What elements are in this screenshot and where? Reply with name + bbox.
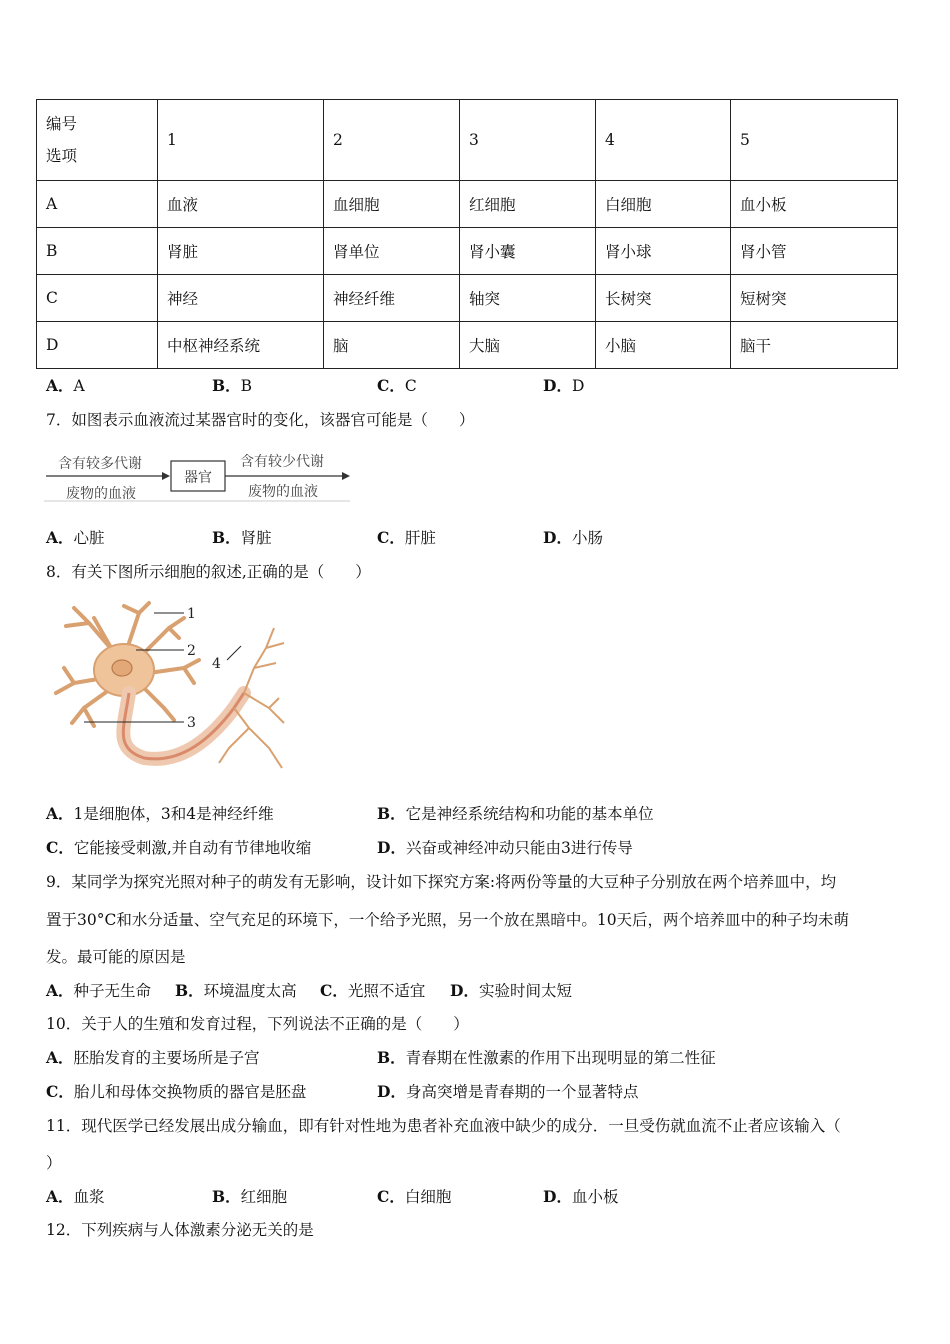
q10-option-a[interactable]: A．胚胎发育的主要场所是子宫 — [46, 1048, 260, 1067]
table-cell: 中枢神经系统 — [158, 322, 324, 369]
row-label: D — [37, 322, 158, 369]
q11-line-1: 11．现代医学已经发展出成分输血，即有针对性地为患者补充血液中缺少的成分．一旦受伤就血流不止者应该输入（ — [46, 1117, 841, 1135]
header-label-bottom: 选项 — [46, 147, 78, 165]
q6-option-a[interactable]: A．A — [46, 376, 85, 395]
arrow-head-left — [162, 472, 170, 480]
diagram-box-label: 器官 — [184, 470, 212, 486]
header-col-5: 5 — [731, 100, 898, 181]
row-label: C — [37, 275, 158, 322]
table-row — [37, 181, 898, 228]
header-col-1: 1 — [158, 100, 324, 181]
diagram-left-bottom: 废物的血液 — [66, 486, 136, 502]
table-cell: 肾小管 — [731, 228, 898, 275]
q7-option-b[interactable]: B．肾脏 — [212, 528, 272, 547]
table-cell: 肾单位 — [324, 228, 460, 275]
q10-stem: 10．关于人的生殖和发育过程，下列说法不正确的是（ ） — [46, 1015, 469, 1033]
q9-option-a[interactable]: A．种子无生命 — [46, 981, 152, 1000]
table-cell: 小脑 — [596, 322, 731, 369]
table-header-row — [37, 100, 898, 181]
axon-terminals — [219, 628, 284, 768]
q6-option-d[interactable]: D．D — [543, 376, 585, 395]
q9-line-2: 置于30°C和水分适量、空气充足的环境下，一个给予光照，另一个放在黑暗中。10天后，两个培养皿中的种子均未萌 — [46, 911, 850, 929]
neuron-figure — [44, 598, 294, 783]
table-cell: 白细胞 — [596, 181, 731, 228]
q9-line-3: 发。最可能的原因是 — [46, 948, 186, 966]
q8-stem: 8．有关下图所示细胞的叙述,正确的是（ ） — [46, 563, 371, 581]
table-row — [37, 322, 898, 369]
table-cell: 血小板 — [731, 181, 898, 228]
comparison-table — [36, 99, 898, 369]
q8-option-c[interactable]: C．它能接受刺激,并自动有节律地收缩 — [46, 838, 312, 857]
table-cell: 血细胞 — [324, 181, 460, 228]
q9-option-d[interactable]: D．实验时间太短 — [450, 981, 572, 1000]
table-cell: 脑干 — [731, 322, 898, 369]
q12-stem: 12．下列疾病与人体激素分泌无关的是 — [46, 1221, 314, 1239]
label-2: 2 — [187, 643, 196, 659]
q11-line-2: ） — [46, 1154, 62, 1172]
q7-stem: 7．如图表示血液流过某器官时的变化，该器官可能是（ ） — [46, 411, 475, 429]
q7-option-a[interactable]: A．心脏 — [46, 528, 105, 547]
table-row — [37, 228, 898, 275]
q9-line-1: 9．某同学为探究光照对种子的萌发有无影响，设计如下探究方案:将两份等量的大豆种子分别放在两个培养皿中，均 — [46, 873, 837, 891]
arrow-head-right — [342, 472, 350, 480]
table-cell: 肾小囊 — [460, 228, 596, 275]
q11-option-b[interactable]: B．红细胞 — [212, 1187, 288, 1206]
q7-option-c[interactable]: C．肝脏 — [377, 528, 436, 547]
q10-option-d[interactable]: D．身高突增是青春期的一个显著特点 — [377, 1082, 639, 1101]
q6-option-b[interactable]: B．B — [212, 376, 252, 395]
table-cell: 大脑 — [460, 322, 596, 369]
table-cell: 短树突 — [731, 275, 898, 322]
row-label: A — [37, 181, 158, 228]
label-3: 3 — [187, 715, 196, 731]
q8-option-a[interactable]: A．1是细胞体，3和4是神经纤维 — [46, 804, 274, 823]
table-row — [37, 275, 898, 322]
blood-flow-diagram — [44, 446, 354, 506]
table-cell: 血液 — [158, 181, 324, 228]
q8-option-b[interactable]: B．它是神经系统结构和功能的基本单位 — [377, 804, 654, 823]
table-cell: 轴突 — [460, 275, 596, 322]
q10-option-b[interactable]: B．青春期在性激素的作用下出现明显的第二性征 — [377, 1048, 716, 1067]
q6-option-c[interactable]: C．C — [377, 376, 417, 395]
table-cell: 神经纤维 — [324, 275, 460, 322]
q11-option-d[interactable]: D．血小板 — [543, 1187, 619, 1206]
diagram-right-top: 含有较少代谢 — [240, 454, 324, 470]
table-cell: 脑 — [324, 322, 460, 369]
q8-option-d[interactable]: D．兴奋或神经冲动只能由3进行传导 — [377, 838, 633, 857]
label-4: 4 — [212, 656, 221, 672]
axon-sheath — [123, 693, 244, 759]
row-label: B — [37, 228, 158, 275]
header-col-2: 2 — [324, 100, 460, 181]
q10-option-c[interactable]: C．胎儿和母体交换物质的器官是胚盘 — [46, 1082, 307, 1101]
q11-option-a[interactable]: A．血浆 — [46, 1187, 105, 1206]
q9-option-b[interactable]: B．环境温度太高 — [175, 981, 297, 1000]
header-col-4: 4 — [596, 100, 731, 181]
header-label-top: 编号 — [46, 115, 78, 133]
diagram-left-top: 含有较多代谢 — [58, 456, 142, 472]
header-col-3: 3 — [460, 100, 596, 181]
table-cell: 长树突 — [596, 275, 731, 322]
q11-option-c[interactable]: C．白细胞 — [377, 1187, 452, 1206]
q7-option-d[interactable]: D．小肠 — [543, 528, 603, 547]
label-1: 1 — [187, 606, 196, 622]
table-cell: 红细胞 — [460, 181, 596, 228]
table-cell: 肾脏 — [158, 228, 324, 275]
q9-option-c[interactable]: C．光照不适宜 — [320, 981, 426, 1000]
table-corner-cell — [37, 100, 158, 181]
table-cell: 神经 — [158, 275, 324, 322]
table-cell: 肾小球 — [596, 228, 731, 275]
nucleus — [112, 660, 132, 676]
diagram-right-bottom: 废物的血液 — [248, 484, 318, 500]
